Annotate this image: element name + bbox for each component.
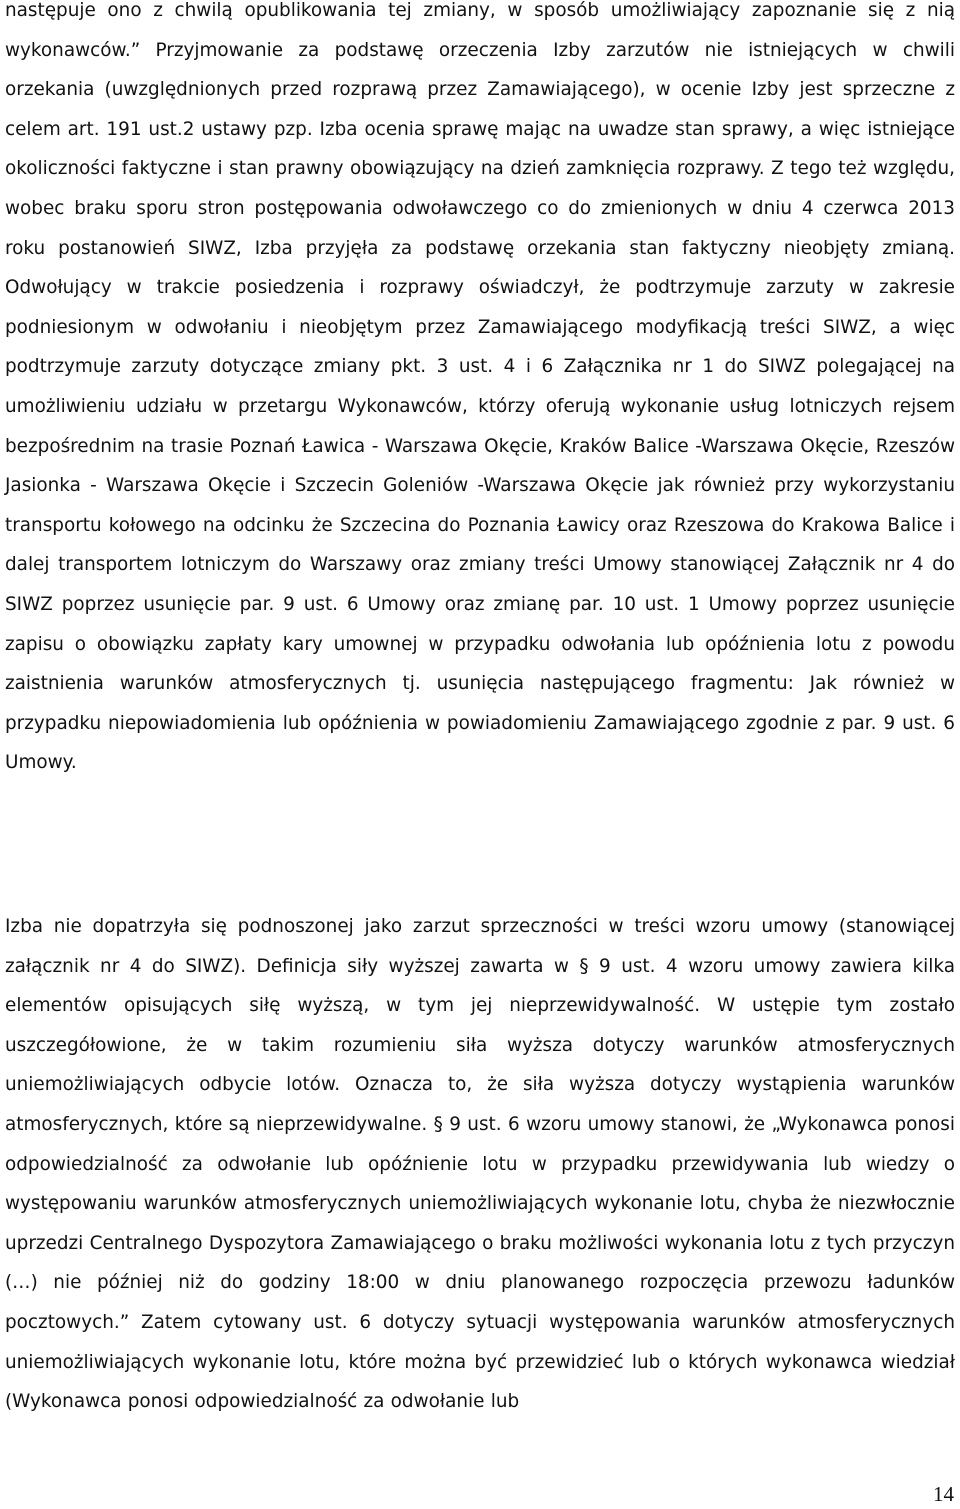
body-paragraph-1: następuje ono z chwilą opublikowania tej zmiany, w sposób umożliwiający zapoznanie się z nią wykonawców.” Przyjmowanie za podstawę orzeczenia Izby zarzutów nie istniejących w chwili orzekania (uwzględnionych przed rozprawą przez Zamawiającego), w ocenie Izby jest sprzeczne z celem art. 191 ust.2 ustawy pzp. Izba ocenia sprawę mając na uwadze stan sprawy, a więc istniejące okoliczności faktyczne i stan prawny obowiązujący na dzień zamknięcia rozprawy. Z tego też względu, wobec braku sporu stron postępowania odwoławczego co do zmienionych w dniu 4 czerwca 2013 roku postanowień SIWZ, Izba przyjęła za podstawę orzekania stan faktyczny nieobjęty zmianą. Odwołujący w trakcie posiedzenia i rozprawy oświadczył, że podtrzymuje zarzuty w zakresie podniesionym w odwołaniu i nieobjętym przez Zamawiającego modyfikacją treści SIWZ, a więc podtrzymuje zarzuty dotyczące zmiany pkt. 3 ust. 4 i 6 Załącznika nr 1 do SIWZ polegającej na umożliwieniu udziału w przetargu Wykonawców, którzy oferują wykonanie usług lotniczych rejsem bezpośrednim na trasie Poznań Ławica - Warszawa Okęcie, Kraków Balice -Warszawa Okęcie, Rzeszów Jasionka - Warszawa Okęcie i Szczecin Goleniów -Warszawa Okęcie jak również przy wykorzystaniu transportu kołowego na odcinku że Szczecina do Poznania Ławicy oraz Rzeszowa do Krakowa Balice i dalej transportem lotniczym do Warszawy oraz zmiany treści Umowy stanowiącej Załącznik nr 4 do SIWZ poprzez usunięcie par. 9 ust. 6 Umowy oraz zmianę par. 10 ust. 1 Umowy poprzez usunięcie zapisu o obowiązku zapłaty kary umownej w przypadku odwołania lub opóźnienia lotu z powodu zaistnienia warunków atmosferycznych tj. usunięcia następującego fragmentu: Jak również w przypadku niepowiadomienia lub opóźnienia w powiadomieniu Zamawiającego zgodnie z par. 9 ust. 6 Umowy. xyxy=(5,0,955,774)
body-paragraph-2: Izba nie dopatrzyła się podnoszonej jako zarzut sprzeczności w treści wzoru umowy (stanowiącej załącznik nr 4 do SIWZ). Definicja siły wyższej zawarta w § 9 ust. 4 wzoru umowy zawiera kilka elementów opisujących siłę wyższą, w tym jej nieprzewidywalność. W ustępie tym zostało uszczegółowione, że w takim rozumieniu siła wyższa dotyczy warunków atmosferycznych uniemożliwiających odbycie lotów. Oznacza to, że siła wyższa dotyczy wystąpienia warunków atmosferycznych, które są nieprzewidywalne. § 9 ust. 6 wzoru umowy stanowi, że „Wykonawca ponosi odpowiedzialność za odwołanie lub opóźnienie lotu w przypadku przewidywania lub wiedzy o występowaniu warunków atmosferycznych uniemożliwiających wykonanie lotu, chyba że niezwłocznie uprzedzi Centralnego Dyspozytora Zamawiającego o braku możliwości wykonania lotu z tych przyczyn (…) nie później niż do godziny 18:00 w dniu planowanego rozpoczęcia przewozu ładunków pocztowych.” Zatem cytowany ust. 6 dotyczy sytuacji występowania warunków atmosferycznych uniemożliwiających wykonanie lotu, które można być przewidzieć lub o których wykonawca wiedział (Wykonawca ponosi odpowiedzialność za odwołanie lub xyxy=(5,916,955,1413)
page-number: 14 xyxy=(933,1482,954,1506)
